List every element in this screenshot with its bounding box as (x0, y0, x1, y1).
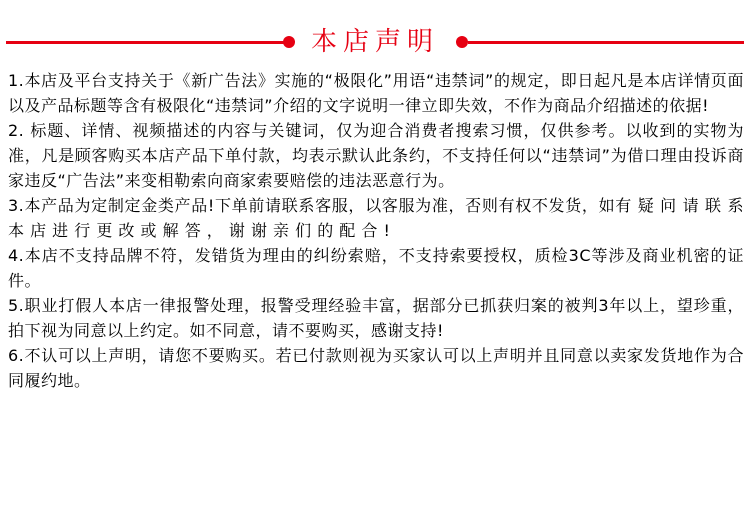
header-divider-left (6, 41, 284, 44)
page-title: 本店声明 (310, 27, 439, 57)
notice-paragraph-5: 5.职业打假人本店一律报警处理，报警受理经验丰富，据部分已抓获归案的被判3年以上，望珍重，拍下视为同意以上约定。如不同意，请不要购买，感谢支持! (8, 296, 744, 340)
header-dot-right (456, 36, 468, 48)
notice-paragraph-6: 6.不认可以上声明，请您不要购买。若已付款则视为买家认可以上声明并且同意以卖家发货地作为合同履约地。 (8, 346, 744, 390)
notice-paragraph-1: 1.本店及平台支持关于《新广告法》实施的“极限化”用语“违禁词”的规定，即日起凡是本店详情页面以及产品标题等含有极限化“违禁词”介绍的文字说明一律立即失效，不作为商品介绍描述的依据! (8, 71, 744, 115)
notice-paragraph-3: 3.本产品为定制定金类产品!下单前请联系客服，以客服为准，否则有权不发货，如有 疑 问 请 联 系 本 店 进 行 更 改 或 解 答 ， 谢 谢 亲 们 的 配 合 ! (8, 196, 744, 240)
header-dot-left (283, 36, 295, 48)
notice-body (8, 68, 744, 393)
notice-paragraph-2: 2. 标题、详情、视频描述的内容与关键词，仅为迎合消费者搜索习惯，仅供参考。以收到的实物为准，凡是顾客购买本店产品下单付款，均表示默认此条约，不支持任何以“违禁词”为借口理由投诉商家违反“广告法”来变相勒索向商家索要赔偿的违法恶意行为。 (8, 121, 744, 190)
notice-header (0, 22, 750, 62)
header-divider-right (468, 41, 744, 44)
notice-paragraph-4: 4.本店不支持品牌不符，发错货为理由的纠纷索赔，不支持索要授权，质检3C等涉及商业机密的证件。 (8, 246, 744, 290)
